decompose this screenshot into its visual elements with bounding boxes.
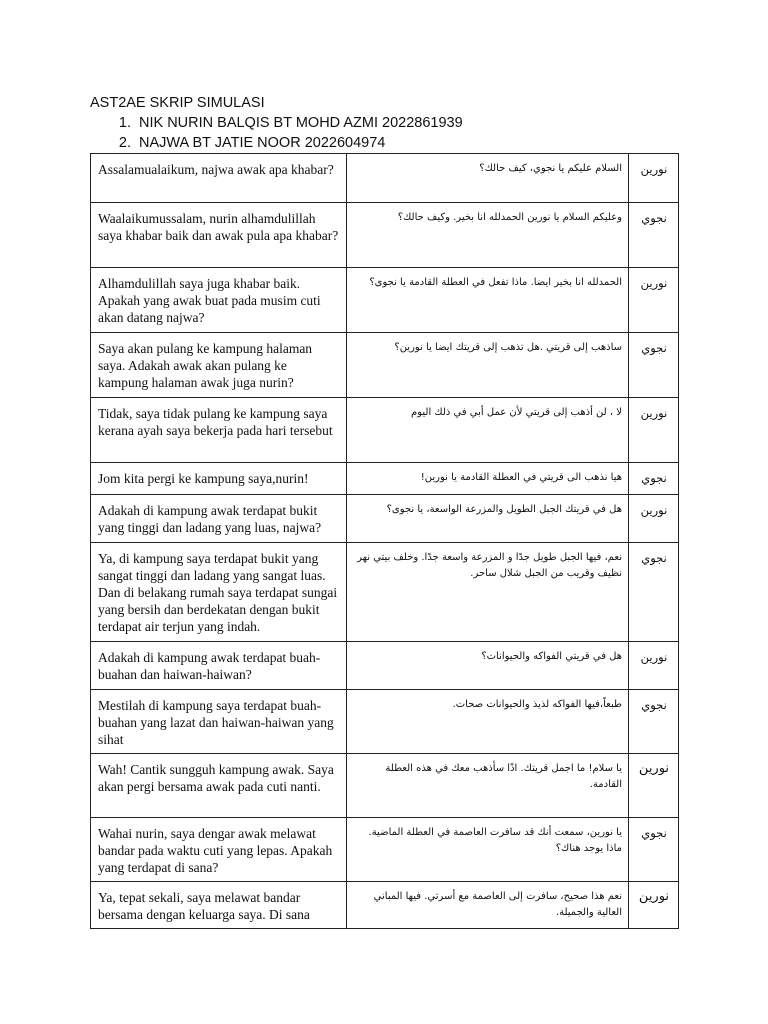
speaker-name: نجوي [629,543,679,642]
arabic-text: هل في قريتي الفواكه والحيوانات؟ [347,642,629,690]
arabic-text: هيا نذهب الى قريتي في العطلة القادمة يا نورين! [347,463,629,495]
speaker-name: نورين [629,495,679,543]
arabic-text: يا نورين، سمعت أنك قد سافرت العاصمة في العطلة الماضية. ماذا يوجد هناك؟ [347,818,629,882]
malay-text: Tidak, saya tidak pulang ke kampung saya kerana ayah saya bekerja pada hari tersebut [91,398,347,463]
malay-text: Wah! Cantik sungguh kampung awak. Saya akan pergi bersama awak pada cuti nanti. [91,754,347,818]
table-row [91,642,679,690]
arabic-text: السلام عليكم يا نجوي، كيف حالك؟ [347,154,629,203]
arabic-text: يا سلام! ما اجمل قريتك. اذًا سأذهب معك في هذه العطلة القادمة. [347,754,629,818]
table-row [91,543,679,642]
speaker-name: نجوي [629,690,679,754]
arabic-text: نعم هذا صحيح، سافرت إلى العاصمة مع أسرتي. فيها المباني العالية والجميلة. [347,882,629,929]
arabic-text: لا ، لن أذهب إلى قريتي لأن عمل أبي في ذلك اليوم [347,398,629,463]
table-row [91,690,679,754]
malay-text: Ya, di kampung saya terdapat bukit yang sangat tinggi dan ladang yang sangat luas. Dan di belakang rumah saya terdapat sungai yang bersih dan berdekatan dengan bukit terdapat air terjun yang indah. [91,543,347,642]
table-row [91,882,679,929]
malay-text: Saya akan pulang ke kampung halaman saya. Adakah awak akan pulang ke kampung halaman awak juga nurin? [91,333,347,398]
speaker-name: نورين [629,154,679,203]
arabic-text: وعليكم السلام يا نورين الحمدلله انا بخير. وكيف حالك؟ [347,203,629,268]
malay-text: Mestilah di kampung saya terdapat buah-buahan yang lazat dan haiwan-haiwan yang sihat [91,690,347,754]
malay-text: Adakah di kampung awak terdapat buah-buahan dan haiwan-haiwan? [91,642,347,690]
speaker-name: نجوي [629,333,679,398]
speaker-name: نورين [629,268,679,333]
arabic-text: الحمدلله انا بخير ايضا. ماذا تفعل في العطلة القادمة يا نجوى؟ [347,268,629,333]
malay-text: Assalamualaikum, najwa awak apa khabar? [91,154,347,203]
table-row [91,754,679,818]
table-row [91,495,679,543]
arabic-text: هل في قريتك الجبل الطويل والمزرعة الواسعة، يا نجوى؟ [347,495,629,543]
speaker-name: نورين [629,754,679,818]
table-row [91,333,679,398]
table-row [91,203,679,268]
malay-text: Wahai nurin, saya dengar awak melawat bandar pada waktu cuti yang lepas. Apakah yang terdapat di sana? [91,818,347,882]
malay-text: Adakah di kampung awak terdapat bukit yang tinggi dan ladang yang luas, najwa? [91,495,347,543]
author-list [90,113,463,153]
arabic-text: نعم، فيها الجبل طويل جدًا و المزرعة واسعة جدًا. وخلف بيتي نهر نظيف وقريب من الجبل شلال ساحر. [347,543,629,642]
malay-text: Jom kita pergi ke kampung saya,nurin! [91,463,347,495]
speaker-name: نورين [629,882,679,929]
speaker-name: نجوي [629,203,679,268]
author-item: 1. NIK NURIN BALQIS BT MOHD AZMI 2022861939 [135,113,463,133]
table-row [91,818,679,882]
speaker-name: نورين [629,642,679,690]
table-row [91,268,679,333]
table-row [91,154,679,203]
dialogue-table [90,153,679,929]
table-row [91,463,679,495]
malay-text: Alhamdulillah saya juga khabar baik. Apakah yang awak buat pada musim cuti akan datang najwa? [91,268,347,333]
document-title: AST2AE SKRIP SIMULASI [90,95,265,111]
author-item: 2. NAJWA BT JATIE NOOR 2022604974 [135,133,463,153]
arabic-text: ساذهب إلى قريتي .هل تذهب إلى قريتك ايضا يا نورين؟ [347,333,629,398]
speaker-name: نورين [629,398,679,463]
speaker-name: نجوي [629,463,679,495]
speaker-name: نجوي [629,818,679,882]
document-header [90,93,463,153]
arabic-text: طبعاً،فيها الفواكه لذيذ والحيوانات صحات. [347,690,629,754]
malay-text: Waalaikumussalam, nurin alhamdulillah saya khabar baik dan awak pula apa khabar? [91,203,347,268]
malay-text: Ya, tepat sekali, saya melawat bandar bersama dengan keluarga saya. Di sana [91,882,347,929]
table-row [91,398,679,463]
